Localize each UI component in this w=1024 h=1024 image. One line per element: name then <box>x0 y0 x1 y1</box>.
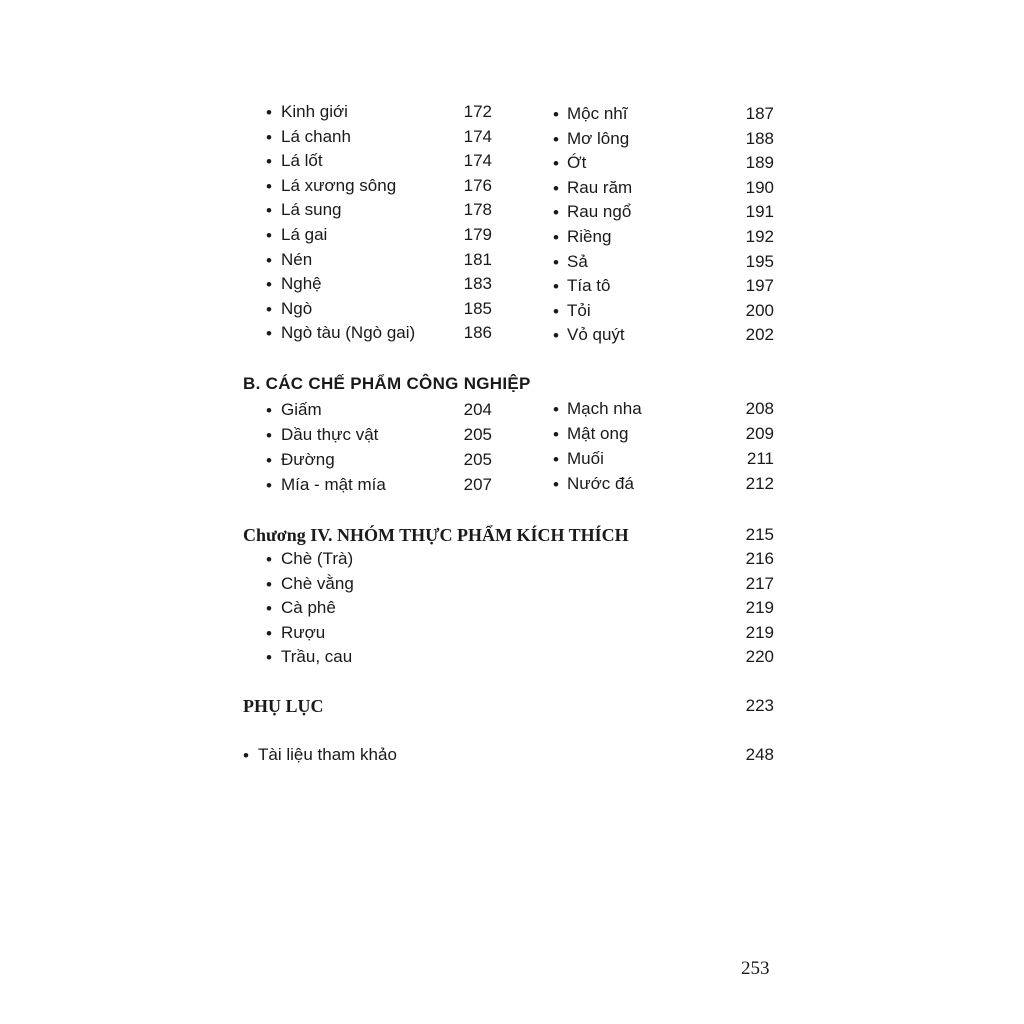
toc-entry-page: 219 <box>745 598 774 617</box>
toc-entry-page: 181 <box>463 249 492 269</box>
toc-entry-label: Rau răm <box>567 177 633 197</box>
bullet-icon: • <box>553 400 559 419</box>
toc-entry-page: 220 <box>745 647 774 666</box>
toc-entry-label: Dầu thực vật <box>281 425 379 444</box>
bullet-icon: • <box>553 178 559 198</box>
bullet-icon: • <box>266 599 272 618</box>
bullet-icon: • <box>266 550 272 569</box>
toc-entry-label: Trầu, cau <box>281 647 353 666</box>
bullet-icon: • <box>553 301 559 321</box>
toc-entry-label: Tỏi <box>567 300 591 320</box>
toc-entry-page: 217 <box>745 573 774 593</box>
toc-entry-page: 209 <box>745 424 774 443</box>
toc-entry-label: Lá xương sông <box>281 175 397 195</box>
toc-entry-page: 216 <box>745 549 774 568</box>
bullet-icon: • <box>553 154 559 174</box>
toc-entry-label: Lá gai <box>281 225 328 244</box>
appendix-heading: PHỤ LỤC <box>243 696 324 716</box>
toc-entry-page: 172 <box>463 102 492 121</box>
toc-entry-label: Rau ngổ <box>567 202 632 222</box>
bullet-icon: • <box>553 129 559 149</box>
toc-entry-page: 195 <box>745 251 774 271</box>
toc-entry-page: 219 <box>745 622 774 642</box>
bullet-icon: • <box>553 105 559 124</box>
toc-entry-label: Mật ong <box>567 424 629 443</box>
toc-entry-page: 200 <box>745 300 774 320</box>
toc-entry-page: 179 <box>463 225 492 244</box>
toc-entry-label: Mộc nhĩ <box>567 104 628 123</box>
toc-entry-label: Lá lốt <box>281 151 323 171</box>
toc-entry-label: Muối <box>567 449 604 468</box>
toc-entry-label: Ớt <box>567 153 587 173</box>
bullet-icon: • <box>266 226 272 245</box>
bullet-icon: • <box>266 451 272 470</box>
bullet-icon: • <box>266 176 272 196</box>
toc-entry-label: Mơ lông <box>567 128 630 148</box>
chapter-iv-page: 215 <box>745 525 774 544</box>
bullet-icon: • <box>266 127 272 147</box>
bullet-icon: • <box>266 426 272 445</box>
page-number: 253 <box>741 958 770 979</box>
toc-entry-label: Sả <box>567 251 588 271</box>
toc-entry-label: Giấm <box>281 400 322 419</box>
toc-entry-page: 185 <box>463 298 492 318</box>
toc-entry-page: 204 <box>463 400 492 419</box>
bullet-icon: • <box>553 425 559 444</box>
toc-entry-page: 208 <box>745 399 774 418</box>
toc-entry-label: Rượu <box>281 622 326 642</box>
toc-entry-label: Cà phê <box>281 598 336 617</box>
toc-entry-label: Nén <box>281 249 313 269</box>
bullet-icon: • <box>266 623 272 643</box>
toc-entry-page: 183 <box>463 274 492 294</box>
bullet-icon: • <box>553 228 559 247</box>
toc-entry-label: Lá sung <box>281 200 342 220</box>
bullet-icon: • <box>266 201 272 221</box>
toc-entry-page: 190 <box>745 177 774 197</box>
bullet-icon: • <box>553 252 559 272</box>
toc-entry-label: Nghệ <box>281 274 322 294</box>
toc-entry-label: Tía tô <box>567 276 611 296</box>
toc-entry-page: 192 <box>745 227 774 246</box>
bullet-icon: • <box>266 648 272 667</box>
bullet-icon: • <box>266 401 272 420</box>
toc-entry-page: 186 <box>463 323 492 343</box>
toc-entry-page: 191 <box>745 202 774 222</box>
toc-entry-page: 176 <box>463 175 492 195</box>
references-label: Tài liệu tham khảo <box>258 745 397 764</box>
toc-entry-label: Ngò <box>281 298 313 318</box>
toc-entry-page: 174 <box>463 126 492 146</box>
bullet-icon: • <box>553 277 559 297</box>
toc-entry-label: Lá chanh <box>281 126 351 146</box>
section-b-heading: B. CÁC CHẾ PHẨM CÔNG NGHIỆP <box>243 374 531 393</box>
toc-entry-page: 197 <box>745 276 774 296</box>
toc-entry-label: Kinh giới <box>281 102 348 121</box>
bullet-icon: • <box>266 299 272 319</box>
toc-entry-page: 211 <box>746 449 774 468</box>
toc-entry-label: Chè vằng <box>281 573 354 593</box>
chapter-iv-heading: Chương IV. NHÓM THỰC PHẨM KÍCH THÍCH <box>243 525 629 545</box>
bullet-icon: • <box>266 574 272 594</box>
bullet-icon: • <box>553 450 559 469</box>
bullet-icon: • <box>243 746 249 765</box>
bullet-icon: • <box>266 152 272 172</box>
bullet-icon: • <box>266 324 272 344</box>
toc-entry-page: 189 <box>745 153 774 173</box>
bullet-icon: • <box>266 103 272 122</box>
bullet-icon: • <box>266 476 272 495</box>
toc-entry-label: Riềng <box>567 227 612 246</box>
toc-entry-page: 187 <box>745 104 774 123</box>
toc-entry-label: Đường <box>281 450 335 469</box>
toc-entry-label: Ngò tàu (Ngò gai) <box>281 323 416 343</box>
appendix-page: 223 <box>745 696 774 715</box>
bullet-icon: • <box>553 326 559 346</box>
toc-entry-page: 205 <box>463 425 492 444</box>
references-page: 248 <box>745 745 774 764</box>
toc-entry-page: 212 <box>745 474 774 493</box>
bullet-icon: • <box>266 275 272 295</box>
bullet-icon: • <box>553 203 559 223</box>
bullet-icon: • <box>266 250 272 270</box>
toc-entry-label: Mía - mật mía <box>281 475 386 494</box>
toc-entry-page: 174 <box>463 151 492 171</box>
toc-entry-label: Nước đá <box>567 474 634 493</box>
bullet-icon: • <box>553 475 559 494</box>
toc-entry-label: Chè (Trà) <box>281 549 354 568</box>
toc-entry-page: 178 <box>463 200 492 220</box>
toc-entry-page: 202 <box>745 325 774 345</box>
toc-entry-label: Vỏ quýt <box>567 325 625 345</box>
toc-entry-page: 207 <box>463 475 492 494</box>
toc-entry-page: 205 <box>463 450 492 469</box>
toc-entry-page: 188 <box>745 128 774 148</box>
toc-entry-label: Mạch nha <box>567 399 642 418</box>
